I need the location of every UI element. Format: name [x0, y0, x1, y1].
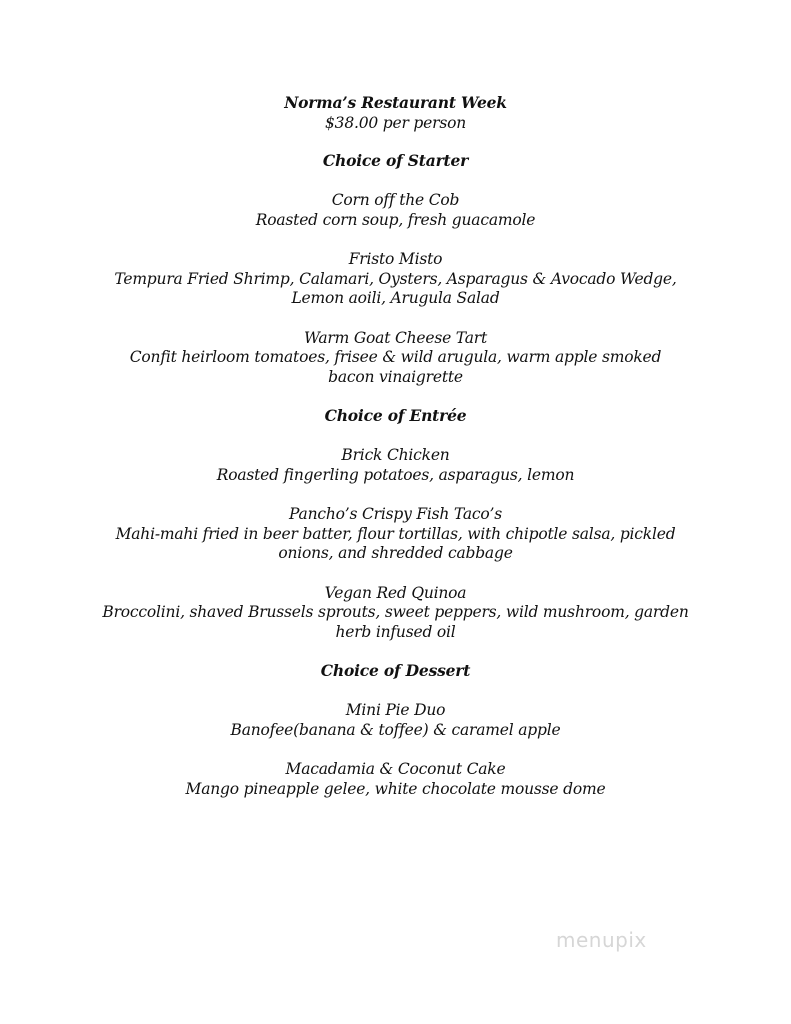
item-name: Pancho’s Crispy Fish Taco’s	[289, 505, 502, 523]
item-name: Vegan Red Quinoa	[324, 584, 467, 602]
item-description: onions, and shredded cabbage	[278, 544, 513, 562]
item-description: Banofee(banana & toffee) & caramel apple	[230, 721, 561, 739]
item-description: Mahi-mahi fried in beer batter, flour tortillas, with chipotle salsa, pickled	[115, 525, 676, 543]
item-description: bacon vinaigrette	[328, 368, 463, 386]
item-description: herb infused oil	[335, 623, 456, 641]
item-description: Confit heirloom tomatoes, frisee & wild arugula, warm apple smoked	[129, 348, 662, 366]
menu-price: $38.00 per person	[325, 114, 466, 132]
item-description: Mango pineapple gelee, white chocolate mousse dome	[185, 780, 606, 798]
section-heading-starter: Choice of Starter	[322, 151, 469, 170]
item-description: Broccolini, shaved Brussels sprouts, sweet peppers, wild mushroom, garden	[102, 603, 689, 621]
menu-title: Norma’s Restaurant Week	[284, 93, 507, 112]
item-name: Warm Goat Cheese Tart	[303, 329, 488, 347]
item-description: Tempura Fried Shrimp, Calamari, Oysters, Asparagus & Avocado Wedge,	[114, 270, 677, 288]
item-name: Corn off the Cob	[331, 191, 460, 209]
section-heading-dessert: Choice of Dessert	[320, 661, 471, 680]
item-name: Fristo Misto	[348, 250, 443, 268]
menupix-watermark: menupix	[556, 928, 647, 952]
section-heading-entree: Choice of Entrée	[324, 406, 467, 425]
item-name: Macadamia & Coconut Cake	[285, 760, 506, 778]
item-description: Roasted corn soup, fresh guacamole	[255, 211, 536, 229]
item-description: Roasted fingerling potatoes, asparagus, lemon	[216, 466, 575, 484]
item-name: Brick Chicken	[341, 446, 450, 464]
item-description: Lemon aoili, Arugula Salad	[291, 289, 500, 307]
item-name: Mini Pie Duo	[345, 701, 446, 719]
